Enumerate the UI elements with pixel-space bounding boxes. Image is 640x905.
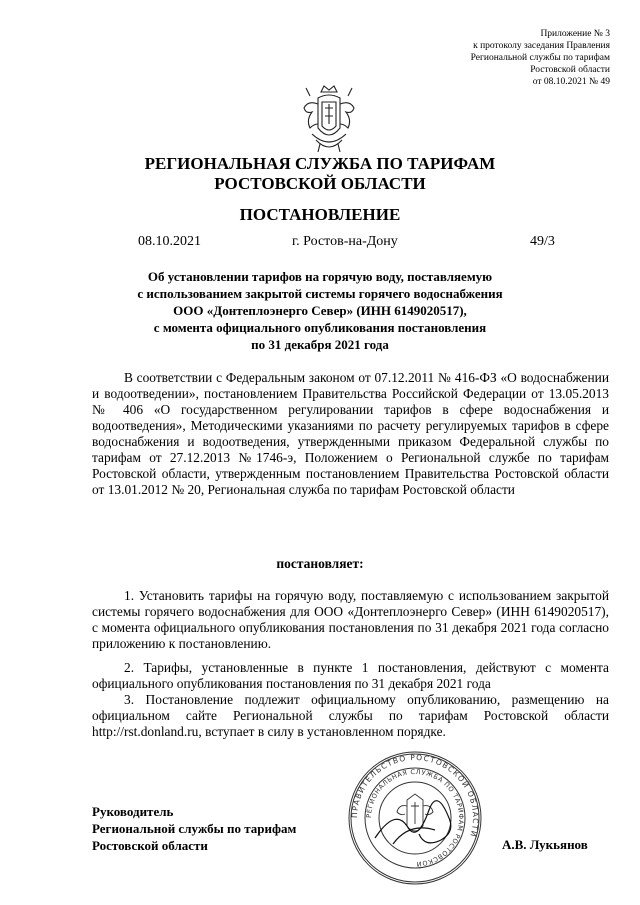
annex-line-1: Приложение № 3 xyxy=(540,29,610,39)
title-line-4: с момента официального опубликования постановления xyxy=(153,320,487,335)
resolution-item-2: 2. Тарифы, установленные в пункте 1 постановления, действуют с момента официального опубликования постановления по 31 декабря 2021 года xyxy=(92,660,609,691)
document-place: г. Ростов-на-Дону xyxy=(292,234,398,249)
title-line-3: ООО «Донтеплоэнерго Север» (ИНН 6149020517), xyxy=(173,303,467,318)
organization-name xyxy=(0,154,640,194)
annex-line-2: к протоколу заседания Правления xyxy=(473,41,610,51)
signature-scribble xyxy=(375,801,451,844)
organization-name-line-1: РЕГИОНАЛЬНАЯ СЛУЖБА ПО ТАРИФАМ xyxy=(144,154,496,173)
annex-line-4: Ростовской области xyxy=(530,65,610,75)
annex-line-3: Региональной службы по тарифам xyxy=(470,53,610,63)
resolution-item-1: 1. Установить тарифы на горячую воду, поставляемую с использованием закрытой системы горячего водоснабжения для ООО «Донтеплоэнерго Север» (ИНН 6149020517), с момента официального опубликования постановления по 31 декабря 2021 года согласно приложению к постановлению. xyxy=(92,588,609,651)
seal-outer-text: ПРАВИТЕЛЬСТВО РОСТОВСКОЙ ОБЛАСТИ xyxy=(349,752,481,839)
organization-name-line-2: РОСТОВСКОЙ ОБЛАСТИ xyxy=(214,174,426,193)
signatory-title-line-1: Руководитель xyxy=(92,804,174,819)
document-title xyxy=(0,268,640,353)
document-type: ПОСТАНОВЛЕНИЕ xyxy=(239,205,401,224)
title-line-5: по 31 декабря 2021 года xyxy=(251,337,389,352)
signatory-title-line-3: Ростовской области xyxy=(92,838,208,853)
resolution-item-3: 3. Постановление подлежит официальному опубликованию, размещению на официальном сайте Региональной службы по тарифам Ростовской области http://rst.donland.ru, вступает в силу в установленном порядке. xyxy=(92,692,609,739)
annex-reference xyxy=(471,28,610,88)
document-date: 08.10.2021 xyxy=(138,234,201,249)
preamble-paragraph: В соответствии с Федеральным законом от 07.12.2011 № 416-ФЗ «О водоснабжении и водоотведении», постановлением Правительства Российской Федерации от 13.05.2013 № 406 «О государственном регулировании тарифов в сфере водоснабжения и водоотведения», Методическими указаниями по расчету регулируемых тарифов в сфере водоснабжения и водоотведения, утвержденными приказом Федеральной службы по тарифам от 27.12.2013 №1746-э, Положением о Региональной службе по тарифам Ростовской области, утвержденным постановлением Правительства Ростовской области от 13.01.2012 № 20, Региональная служба по тарифам Ростовской области xyxy=(92,370,609,497)
signatory-name: А.В. Лукьянов xyxy=(502,837,588,852)
resolves-heading: постановляет: xyxy=(276,556,364,571)
coat-of-arms-icon xyxy=(300,84,358,156)
signatory-title-line-2: Региональной службы по тарифам xyxy=(92,821,297,836)
annex-line-5: от 08.10.2021 № 49 xyxy=(532,77,610,87)
signature-block xyxy=(92,803,296,854)
document-number: 49/3 xyxy=(530,234,555,249)
official-seal xyxy=(345,748,485,888)
seal-inner-text: РЕГИОНАЛЬНАЯ СЛУЖБА ПО ТАРИФАМ РОСТОВСКОЙ xyxy=(364,767,466,869)
title-line-2: с использованием закрытой системы горячего водоснабжения xyxy=(137,286,503,301)
title-line-1: Об установлении тарифов на горячую воду, поставляемую xyxy=(147,269,493,284)
